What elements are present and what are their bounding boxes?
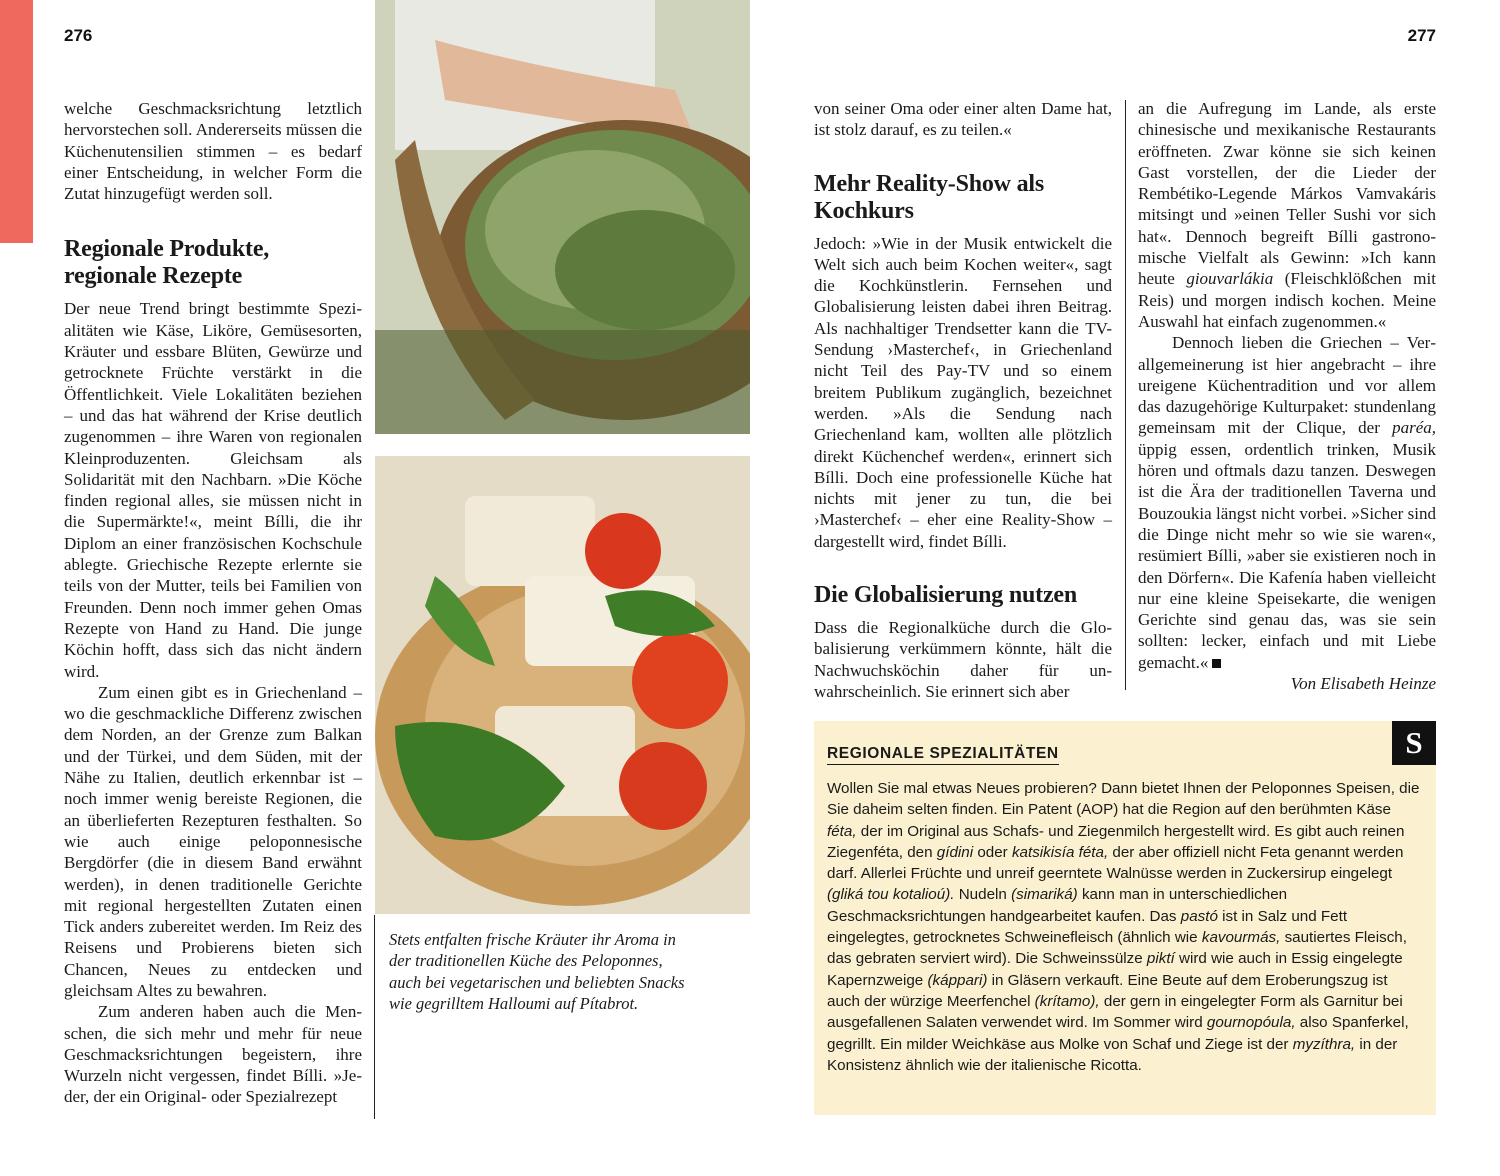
column-divider	[1125, 100, 1126, 690]
section-heading: Mehr Reality-Show als Kochkurs	[814, 170, 1045, 224]
italic-term: féta,	[827, 822, 857, 840]
specialties-info-box	[814, 721, 1436, 1115]
italic-term: paréa,	[1392, 418, 1436, 438]
end-of-article-mark	[1212, 659, 1221, 668]
herb-basket-illustration	[375, 0, 750, 434]
text-run: der aber offiziell nicht Feta genannt werden darf. Allerlei Früchte und unreif geerntete Walnüsse werden in Zuckersirup eingelegt	[827, 843, 1404, 883]
right-text-column	[1138, 98, 1436, 694]
italic-term: gídini	[936, 843, 974, 861]
italic-term: (simariká)	[1011, 886, 1078, 904]
text-run: Wollen Sie mal etwas Neues probieren? Dann bietet Ihnen der Peloponnes Speisen, die Sie daheim selten finden. Ein Patent (AOP) hat die Region auf den berühmten Käse	[827, 780, 1420, 819]
column-divider	[374, 915, 375, 1119]
text-run: der im Original aus Schafs- und Ziegenmilch hergestellt wird. Es gibt auch reinen Ziegenféta, den	[827, 822, 1405, 861]
chapter-tab-marker	[0, 0, 33, 243]
italic-term: myzíthra,	[1292, 1035, 1356, 1053]
info-box-title: REGIONALE SPEZIALITÄTEN	[827, 745, 1059, 765]
text-run: sautiertes Fleisch, das gebraten serviert wird). Die Schweinssülze	[827, 929, 1407, 968]
paragraph: Jedoch: »Wie in der Musik entwickelt die Welt sich auch beim Kochen weiter«, sagt die Kochkünstlerin. Fernsehen und Globalisierung leisten dabei ihren Beitrag. Als nachhaltiger Trendsetter kann die TV-Sendung ›Masterchef‹, in Griechenland nicht Teil des Pay-TV und so einem breitem Publikum zugänglich, bezeichnet werden. »Als die Sendung nach Griechenland kam, wollten alle plötzlich direkt Küchenchef werden«, erinnert sich Bílli. Doch eine professionelle Küche hat nichts mit jener zu tun, die bei ›Masterchef‹ – eher eine Reality-Show – dargestellt wird, findet Bílli.	[814, 233, 1112, 551]
halloumi-pita-photo	[375, 456, 750, 914]
paragraph: von seiner Oma oder einer alten Dame hat, ist stolz darauf, es zu teilen.«	[814, 99, 1112, 140]
paragraph: Zum einen gibt es in Griechenland – wo die geschmackliche Differenz zwischen dem Norden, an der Grenze zum Balkan und der Türkei, und dem Süden, mit der Nähe zu Italien, deutlich erkennbar ist – noch immer wenig bereiste Regionen, die an überlieferten Rezepturen festhalten. So wie auch einige peloponnesische Bergdörfer (die in diesem Band erwähnt werden), in denen traditionelle Gerichte mit regional hergestellten Zutaten einen Tick anders zubereitet werden. Im Reiz des Reisens und Probierens bieten sich Chancen, Neues zu entdecken und gleichsam Altes zu bewahren.	[64, 682, 362, 1000]
italic-term: giouvarlákia	[1186, 269, 1274, 289]
text-run: üppig essen, ordentlich trinken, Musik hören und oftmals dazu tanzen. Deswegen ist die Ära der traditionellen Taverna und Bouzoukia längst nicht vorbei. »Sicher sind die Dinge nicht mehr so wie sie waren«, resümiert Bílli, »aber sie existieren noch in den Dörfern«. Die Kafenía haben vielleicht nur eine kleine Speisekarte, die wenigen Gerichte sind genau das, was sie sein sollten: lecker, einfach und mit Liebe gemacht.«	[1138, 439, 1436, 672]
halloumi-illustration	[375, 456, 750, 914]
paragraph	[1138, 332, 1436, 673]
info-box-badge: S	[1392, 721, 1436, 765]
italic-term: gournopóula,	[1206, 1014, 1296, 1032]
italic-term: pastó	[1180, 907, 1218, 925]
italic-term: kavourmás,	[1201, 929, 1281, 947]
paragraph: Zum anderen haben auch die Menschen, die sich mehr und mehr für neue Geschmacksrichtungen begeistern, ihre Wurzeln nicht vergessen, findet Bílli. »Jeder, der ein Original- oder Spezialrezept	[64, 1002, 362, 1107]
text-run: wird wie auch in Essig eingelegte Kapernzweige	[827, 950, 1403, 989]
author-byline: Von Elisabeth Heinze	[1290, 674, 1436, 694]
paragraph	[1138, 98, 1436, 332]
photo-caption: Stets entfalten frische Kräuter ihr Aroma in der traditionellen Küche des Peloponnes, auch bei vegetarischen und beliebten Snacks wie gegrilltem Halloumi auf Pítabrot.	[389, 930, 685, 1013]
center-text-column	[814, 98, 1112, 702]
section-heading: Regionale Produkte, regionale Rezepte	[64, 236, 270, 290]
info-box-text	[827, 778, 1424, 1076]
italic-term: piktí	[1146, 950, 1175, 968]
section-heading: Die Globalisierung nutzen	[814, 582, 1078, 609]
text-run: Nudeln	[954, 886, 1012, 904]
paragraph: Dass die Regionalküche durch die Globalisierung verkümmern könnte, hält die Nachwuchsköchin daher für unwahrscheinlich. Sie erinnert sich aber	[814, 618, 1112, 701]
herb-basket-photo	[375, 0, 750, 434]
left-text-column	[64, 98, 362, 1108]
paragraph: Der neue Trend bringt bestimmte Spezialitäten wie Käse, Liköre, Gemüsesorten, Kräuter und essbare Blüten, Gewürze und getrocknete Früchte verstärkt in die Öffentlichkeit. Viele Lokalitäten beziehen – und das hat während der Krise deutlich zugenommen – ihre Waren von regionalen Kleinproduzenten. Gleichsam als Solidarität mit den Nachbarn. »Die Köche finden regional alles, sie müssen nicht in die Supermärkte!«, meint Bílli, die ihr Diplom an einer französischen Kochschule ablegte. Griechische Rezepte erlernte sie teils von der Mutter, teils bei Familien von Freunden. Denn noch immer gehen Omas Rezepte von Hand zu Hand. Die junge Köchin hofft, dass sich das nicht ändern wird.	[64, 299, 362, 681]
text-run: oder	[973, 843, 1012, 861]
text-run: an die Aufregung im Lande, als erste chinesische und mexikanische Restaurants eröffneten. Zwar könne sie sich keinen Gast vorstellen, der die Lieder der Rembétiko-Legende Márkos Vamvakáris mitsingt und »einen Teller Sushi vor sich hat«. Dennoch begreift Bílli gastronomische Vielfalt als Gewinn: »Ich kann heute	[1138, 99, 1436, 289]
italic-term: (gliká tou kotalioú).	[827, 886, 955, 904]
text-run: Dennoch lieben die Griechen – Verallgemeinerung ist hier angebracht – ihre ureigene Küchentradition und vor allem das dazugehörige Kulturpaket: stundenlang gemeinsam mit der Clique, der	[1138, 333, 1436, 438]
text-run: in der Konsistenz ähnlich wie der italienische Ricotta.	[827, 1035, 1398, 1074]
text-run: kann man in unterschiedlichen Geschmacksrichtungen handgearbeitet kaufen. Das	[827, 886, 1288, 925]
text-run: also Spanferkel, gegrillt. Ein milder Weichkäse aus Molke von Schaf und Ziege ist der	[827, 1014, 1409, 1053]
text-run: ist in Salz und Fett eingelegtes, getrocknetes Schweinefleisch (ähnlich wie	[827, 907, 1348, 947]
italic-term: (krítamo),	[1034, 992, 1100, 1010]
page-number-left: 276	[64, 26, 93, 45]
page-number-right: 277	[1407, 26, 1436, 45]
italic-term: (káppari)	[927, 971, 988, 989]
text-run: (Fleischklößchen mit Reis) und morgen indisch kochen. Meine Auswahl hat einfach zugenommen.«	[1138, 269, 1436, 331]
text-run: der gern in eingelegter Form als Garnitur bei ausgefallenen Salaten verwendet wird. Im Sommer wird	[827, 992, 1403, 1032]
text-run: in Gläsern verkauft. Eine Beute auf dem Eroberungszug ist auch der würzige Meerfenchel	[827, 971, 1388, 1010]
paragraph: welche Geschmacksrichtung letztlich hervorstechen soll. Andererseits müssen die Küchenutensilien stimmen – es bedarf einer Entscheidung, in welcher Form die Zutat hinzugefügt werden soll.	[64, 99, 362, 204]
italic-term: katsikisía féta,	[1011, 843, 1109, 861]
